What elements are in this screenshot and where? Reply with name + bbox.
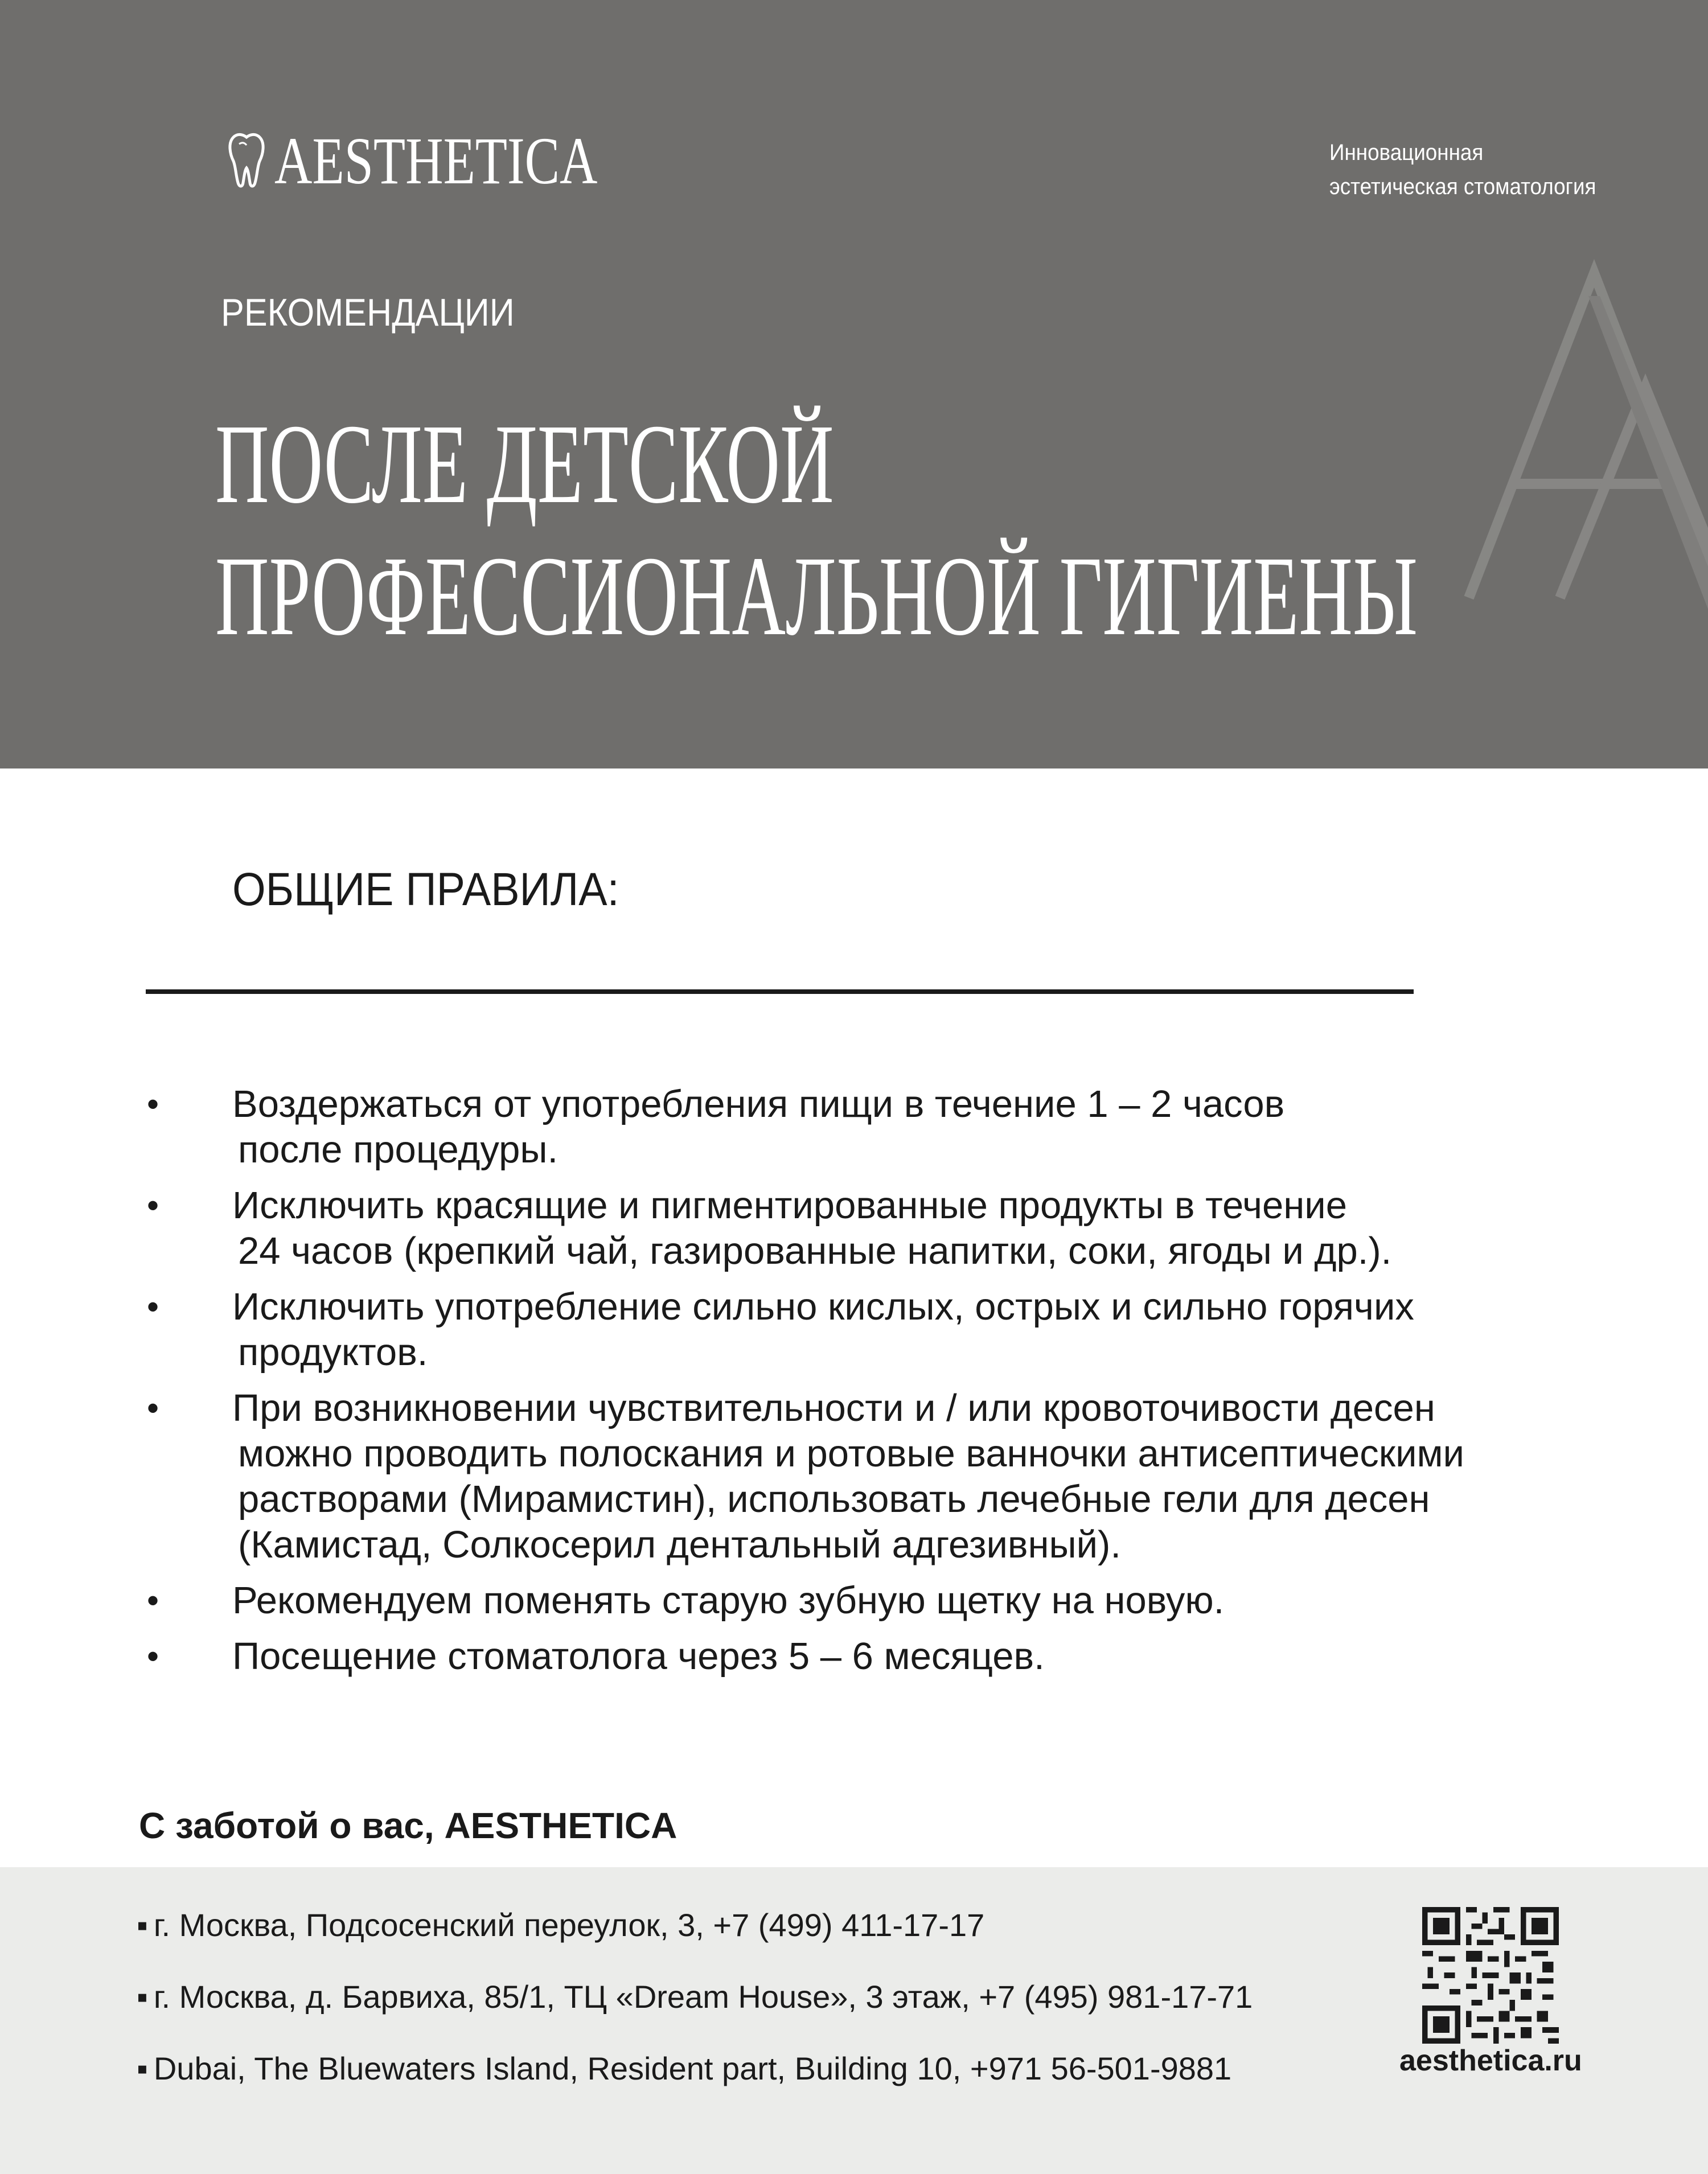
address-text: Dubai, The Bluewaters Island, Resident part, Building 10, +971 56-501-9881 bbox=[153, 2050, 1232, 2086]
general-rules-list bbox=[137, 1082, 1594, 1690]
list-item-text: после процедуры. bbox=[238, 1128, 559, 1171]
address-marker: ▪ bbox=[137, 1979, 148, 2015]
header-banner bbox=[0, 0, 1708, 768]
address-item[interactable] bbox=[137, 2050, 1253, 2087]
general-rules-heading: ОБЩИЕ ПРАВИЛА: bbox=[232, 864, 619, 915]
address-marker: ▪ bbox=[137, 1907, 148, 1943]
list-item bbox=[137, 1386, 1594, 1568]
list-item-text: При возникновении чувствительности и / или кровоточивости десен bbox=[232, 1387, 1435, 1429]
bullet-marker: • bbox=[147, 1085, 159, 1123]
bullet-marker: • bbox=[147, 1288, 159, 1326]
list-item-text: Исключить употребление сильно кислых, острых и сильно горячих bbox=[232, 1285, 1414, 1328]
document-kicker: РЕКОМЕНДАЦИИ bbox=[221, 291, 515, 334]
qr-code-icon[interactable] bbox=[1422, 1907, 1559, 2044]
tagline-line: Инновационная bbox=[1329, 140, 1484, 165]
address-marker: ▪ bbox=[137, 2050, 148, 2086]
list-item-text: Воздержаться от употребления пищи в течение 1 – 2 часов bbox=[232, 1083, 1285, 1125]
list-item-text: Рекомендуем поменять старую зубную щетку на новую. bbox=[232, 1579, 1225, 1622]
list-item-text: (Камистад, Солкосерил дентальный адгезивный). bbox=[238, 1523, 1121, 1566]
tagline-line: эстетическая стоматология bbox=[1329, 174, 1596, 199]
bullet-marker: • bbox=[147, 1637, 159, 1675]
title-line: ПОСЛЕ ДЕТСКОЙ bbox=[215, 401, 834, 527]
title-line: ПРОФЕССИОНАЛЬНОЙ ГИГИЕНЫ bbox=[215, 533, 1418, 659]
list-item bbox=[137, 1578, 1594, 1624]
bullet-marker: • bbox=[147, 1389, 159, 1427]
brand-logo[interactable] bbox=[228, 124, 689, 198]
list-item bbox=[137, 1183, 1594, 1274]
document-title bbox=[215, 398, 1418, 663]
address-text: г. Москва, д. Барвиха, 85/1, ТЦ «Dream House», 3 этаж, +7 (495) 981-17-71 bbox=[153, 1979, 1253, 2015]
address-item[interactable] bbox=[137, 1979, 1253, 2015]
brand-name: AESTHETICA bbox=[274, 124, 598, 198]
brand-tagline bbox=[1329, 135, 1596, 204]
heading-divider bbox=[146, 989, 1414, 994]
list-item bbox=[137, 1634, 1594, 1679]
signoff-text: С заботой о вас, AESTHETICA bbox=[139, 1805, 678, 1846]
bullet-marker: • bbox=[147, 1581, 159, 1620]
address-item[interactable] bbox=[137, 1907, 1253, 1943]
list-item-text: продуктов. bbox=[238, 1331, 428, 1374]
list-item bbox=[137, 1082, 1594, 1173]
tooth-icon bbox=[228, 133, 265, 190]
list-item-text: растворами (Мирамистин), использовать лечебные гели для десен bbox=[238, 1478, 1430, 1520]
footer-contacts bbox=[0, 1867, 1708, 2174]
address-list bbox=[137, 1907, 1253, 2122]
website-link[interactable]: aesthetica.ru bbox=[1399, 2044, 1582, 2077]
list-item-text: можно проводить полоскания и ротовые ванночки антисептическими bbox=[238, 1432, 1464, 1475]
address-text: г. Москва, Подсосенский переулок, 3, +7 (499) 411-17-17 bbox=[153, 1907, 985, 1943]
bullet-marker: • bbox=[147, 1186, 159, 1224]
list-item-text: 24 часов (крепкий чай, газированные напитки, соки, ягоды и др.). bbox=[238, 1230, 1392, 1272]
list-item-text: Посещение стоматолога через 5 – 6 месяцев. bbox=[232, 1635, 1045, 1678]
brand-watermark-monogram bbox=[1457, 256, 1708, 620]
list-item-text: Исключить красящие и пигментированные продукты в течение bbox=[232, 1184, 1347, 1227]
list-item bbox=[137, 1284, 1594, 1375]
